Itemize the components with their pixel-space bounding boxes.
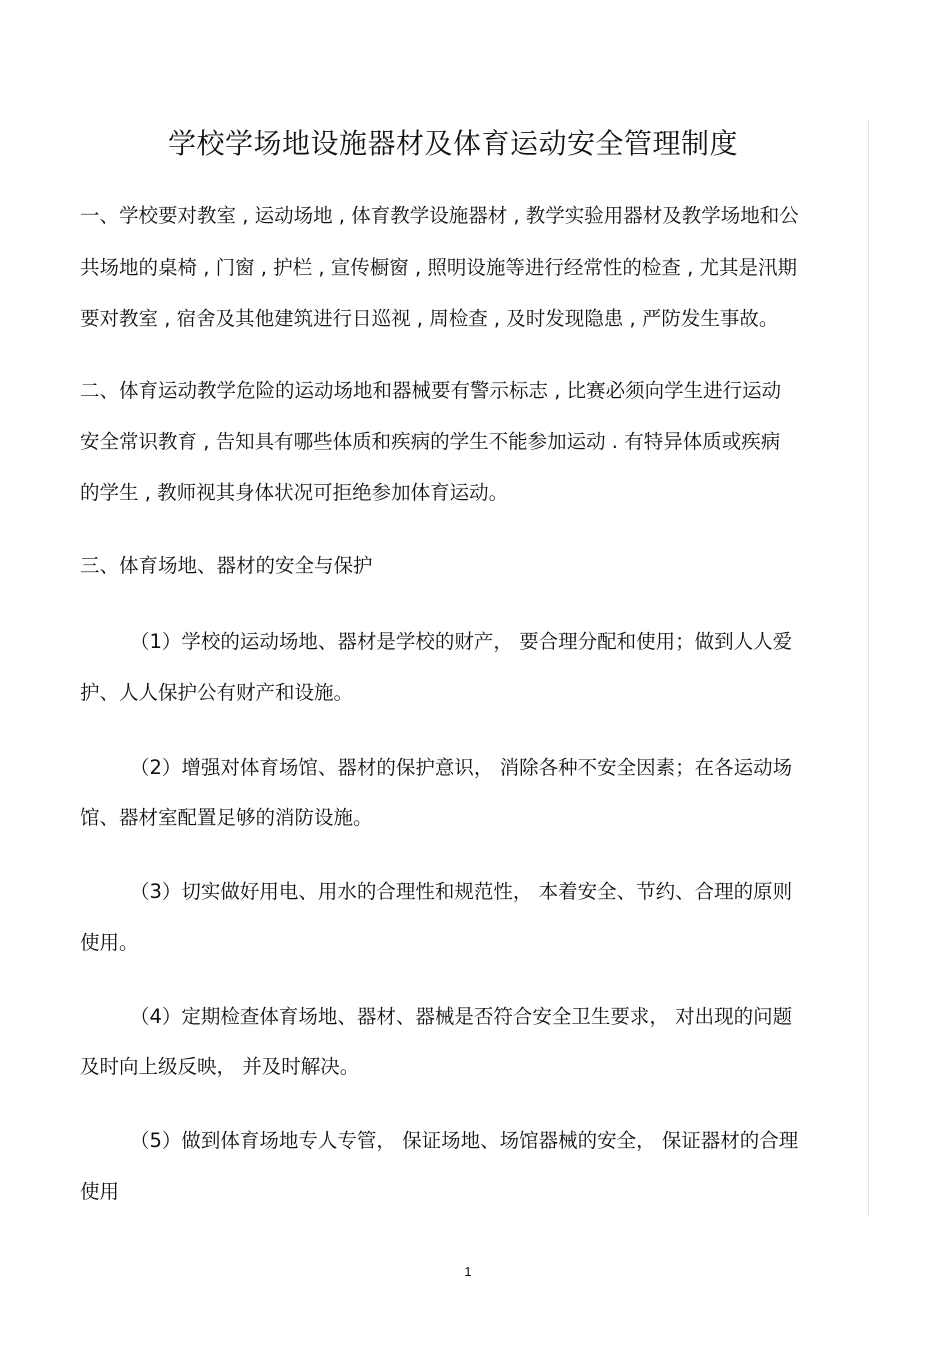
section-1-line-1: 一、学校要对教室 , 运动场地 , 体育教学设施器材 , 教学实验用器材及教学场地和公	[80, 204, 799, 227]
item-1-line-1: （1）学校的运动场地、器材是学校的财产， 要合理分配和使用；做到人人爱	[130, 630, 793, 653]
page-number: 1	[464, 1264, 472, 1279]
section-1-line-2: 共场地的桌椅 , 门窗 , 护栏 , 宣传橱窗 , 照明设施等进行经常性的检查 , 尤其是汛期	[80, 256, 797, 279]
item-1-line-2: 护、人人保护公有财产和设施。	[80, 681, 354, 704]
section-2-line-2: 安全常识教育 , 告知具有哪些体质和疾病的学生不能参加运动 . 有特异体质或疾病	[80, 430, 781, 453]
item-2-line-2: 馆、器材室配置足够的消防设施。	[80, 806, 373, 829]
item-5-line-2: 使用	[80, 1180, 120, 1203]
item-4-line-1: （4）定期检查体育场地、器材、器械是否符合安全卫生要求， 对出现的问题	[130, 1005, 793, 1028]
section-2-line-3: 的学生 , 教师视其身体状况可拒绝参加体育运动。	[80, 481, 509, 504]
section-2-line-1: 二、体育运动教学危险的运动场地和器械要有警示标志 , 比赛必须向学生进行运动	[80, 379, 782, 402]
item-2-line-1: （2）增强对体育场馆、器材的保护意识， 消除各种不安全因素；在各运动场	[130, 756, 793, 779]
item-4-line-2: 及时向上级反映， 并及时解决。	[80, 1055, 360, 1078]
document-title: 学校学场地设施器材及体育运动安全管理制度	[167, 127, 738, 160]
section-3-heading: 三、体育场地、器材的安全与保护	[80, 554, 373, 577]
section-1-line-3: 要对教室 , 宿舍及其他建筑进行日巡视 , 周检查 , 及时发现隐患 , 严防发生事故。	[80, 307, 779, 330]
item-3-line-1: （3）切实做好用电、用水的合理性和规范性， 本着安全、节约、合理的原则	[130, 880, 793, 903]
item-3-line-2: 使用。	[80, 931, 139, 954]
item-5-line-1: （5）做到体育场地专人专管， 保证场地、场馆器械的安全， 保证器材的合理	[130, 1129, 799, 1152]
page-edge-rule	[868, 120, 869, 1215]
